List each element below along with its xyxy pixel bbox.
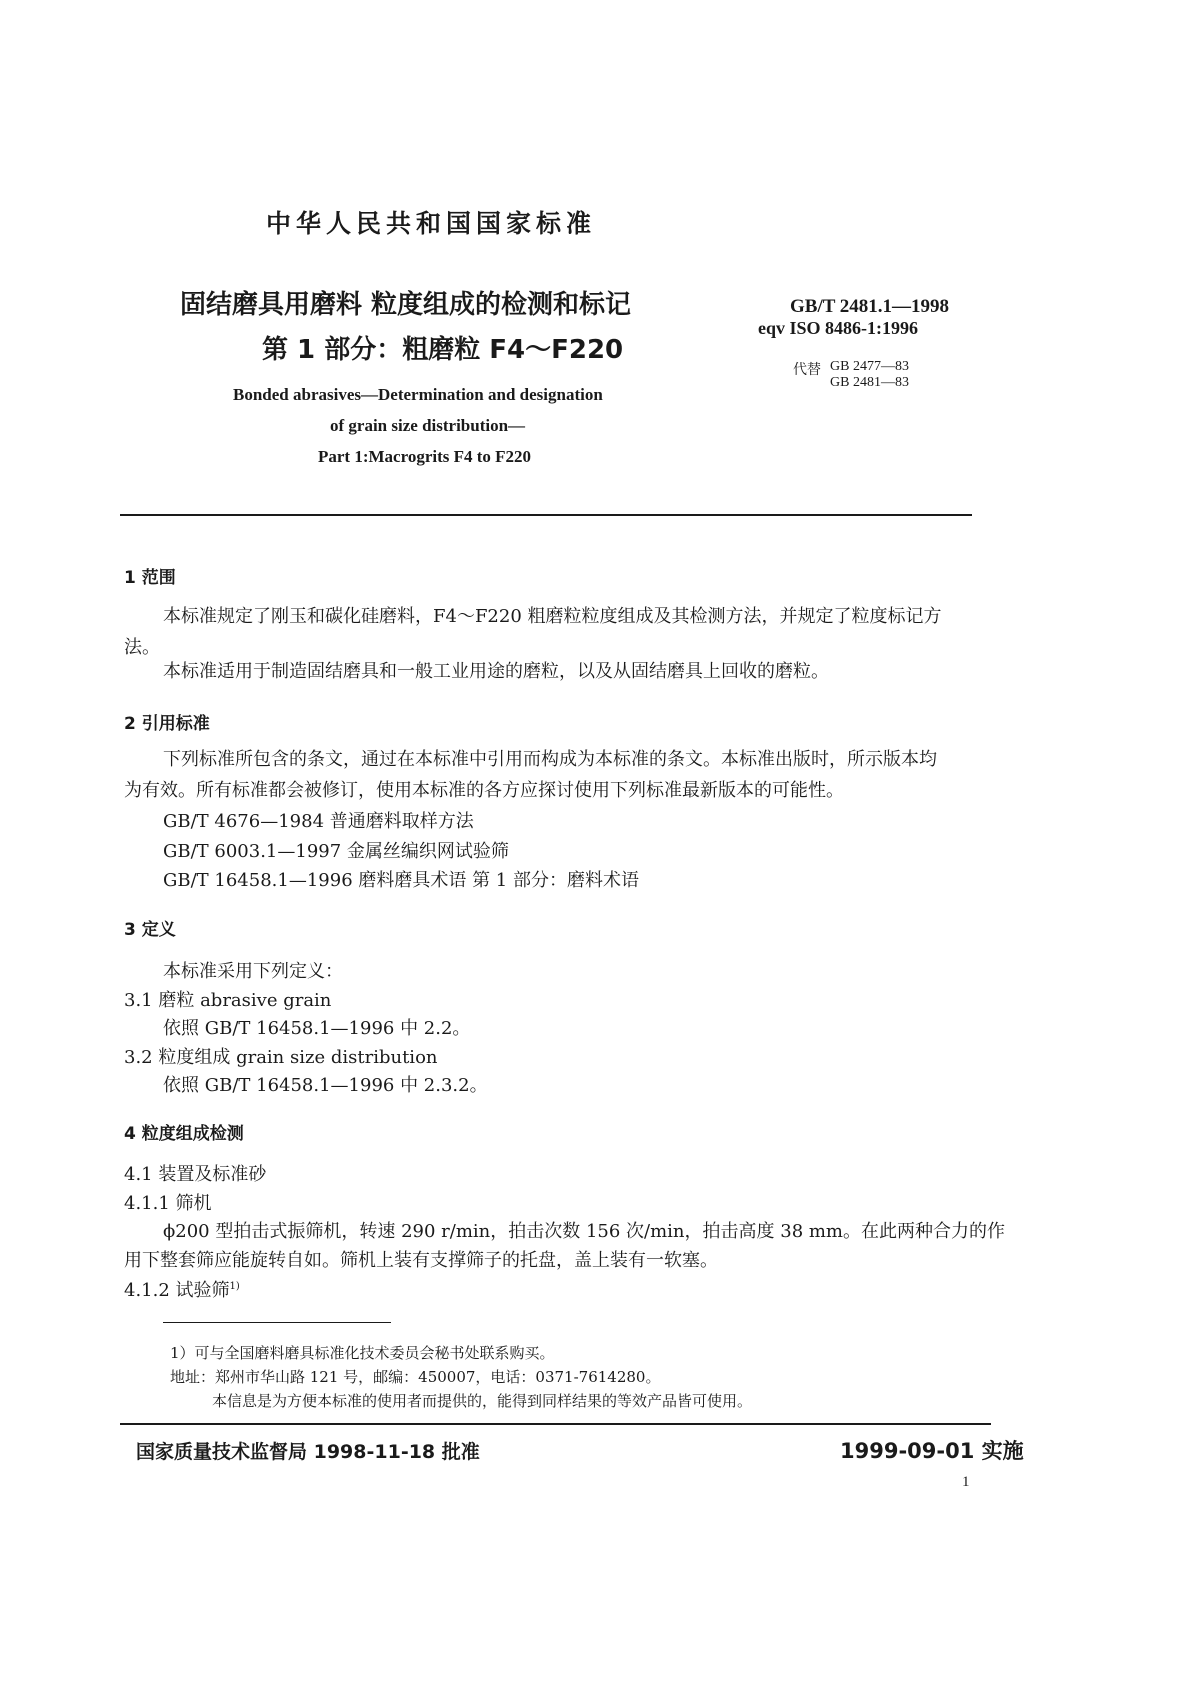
replaces-standard-2: GB 2481—83 <box>830 375 909 390</box>
footnote-line-2: 地址：郑州市华山路 121 号，邮编：450007，电话：0371-7614280。 <box>170 1368 661 1386</box>
reference-item-1: GB/T 4676—1984 普通磨料取样方法 <box>163 811 474 832</box>
document-title-cn-line1: 固结磨具用磨料 粒度组成的检测和标记 <box>180 290 632 320</box>
section-1-heading: 1 范围 <box>124 568 176 588</box>
title-divider <box>120 514 972 516</box>
section-1-paragraph-1-line2: 法。 <box>124 637 160 658</box>
footnote-line-1: 1）可与全国磨料磨具标准化技术委员会秘书处联系购买。 <box>170 1344 555 1362</box>
definition-3-1-text: 依照 GB/T 16458.1—1996 中 2.2。 <box>163 1018 471 1039</box>
document-title-cn-line2: 第 1 部分：粗磨粒 F4～F220 <box>262 335 624 365</box>
national-standard-header: 中华人民共和国国家标准 <box>266 209 597 238</box>
section-3-heading: 3 定义 <box>124 920 176 940</box>
subsection-4-1-2-title <box>124 1276 240 1302</box>
definition-3-1-title: 3.1 磨粒 abrasive grain <box>124 990 332 1011</box>
reference-item-2: GB/T 6003.1—1997 金属丝编织网试验筛 <box>163 841 509 862</box>
section-1-paragraph-2: 本标准适用于制造固结磨具和一般工业用途的磨粒，以及从固结磨具上回收的磨粒。 <box>163 661 829 682</box>
replaces-label: 代替 <box>793 363 821 378</box>
section-4-heading: 4 粒度组成检测 <box>124 1124 244 1144</box>
subsection-4-1-1-line2: 用下整套筛应能旋转自如。筛机上装有支撑筛子的托盘，盖上装有一软塞。 <box>124 1250 718 1271</box>
section-2-heading: 2 引用标准 <box>124 714 210 734</box>
replaces-standard-1: GB 2477—83 <box>830 359 909 374</box>
definition-3-2-title: 3.2 粒度组成 grain size distribution <box>124 1047 438 1068</box>
footnote-line-3: 本信息是为方便本标准的使用者而提供的，能得到同样结果的等效产品皆可使用。 <box>212 1392 753 1410</box>
reference-item-3: GB/T 16458.1—1996 磨料磨具术语 第 1 部分：磨料术语 <box>163 870 639 891</box>
page-number: 1 <box>962 1474 970 1490</box>
footnote-marker: 1) <box>229 1281 240 1292</box>
footer-divider <box>120 1423 991 1425</box>
implementation-date: 1999-09-01 实施 <box>840 1439 1024 1463</box>
section-2-paragraph-line2: 为有效。所有标准都会被修订，使用本标准的各方应探讨使用下列标准最新版本的可能性。 <box>124 780 844 801</box>
document-title-en-line2: of grain size distribution— <box>330 416 526 435</box>
subsection-4-1-1-line1: ϕ200 型拍击式振筛机，转速 290 r/min，拍击次数 156 次/min，拍击高度 38 mm。在此两种合力的作 <box>163 1221 1005 1242</box>
equivalent-standard: eqv ISO 8486-1:1996 <box>758 318 919 338</box>
section-3-intro: 本标准采用下列定义： <box>163 961 343 982</box>
approval-statement: 国家质量技术监督局 1998-11-18 批准 <box>136 1441 480 1463</box>
document-title-en-line1: Bonded abrasives—Determination and designation <box>233 385 603 404</box>
standard-code: GB/T 2481.1—1998 <box>790 296 950 317</box>
subsection-4-1-title: 4.1 装置及标准砂 <box>124 1164 267 1185</box>
section-1-paragraph-1-line1: 本标准规定了刚玉和碳化硅磨料，F4～F220 粗磨粒粒度组成及其检测方法，并规定了粒度标记方 <box>163 606 942 627</box>
definition-3-2-text: 依照 GB/T 16458.1—1996 中 2.3.2。 <box>163 1075 488 1096</box>
document-title-en-line3: Part 1:Macrogrits F4 to F220 <box>318 447 532 466</box>
section-2-paragraph-line1: 下列标准所包含的条文，通过在本标准中引用而构成为本标准的条文。本标准出版时，所示版本均 <box>163 749 937 770</box>
subsection-4-1-2-label: 4.1.2 试验筛 <box>124 1280 230 1301</box>
footnote-divider <box>163 1322 391 1323</box>
subsection-4-1-1-title: 4.1.1 筛机 <box>124 1193 212 1214</box>
